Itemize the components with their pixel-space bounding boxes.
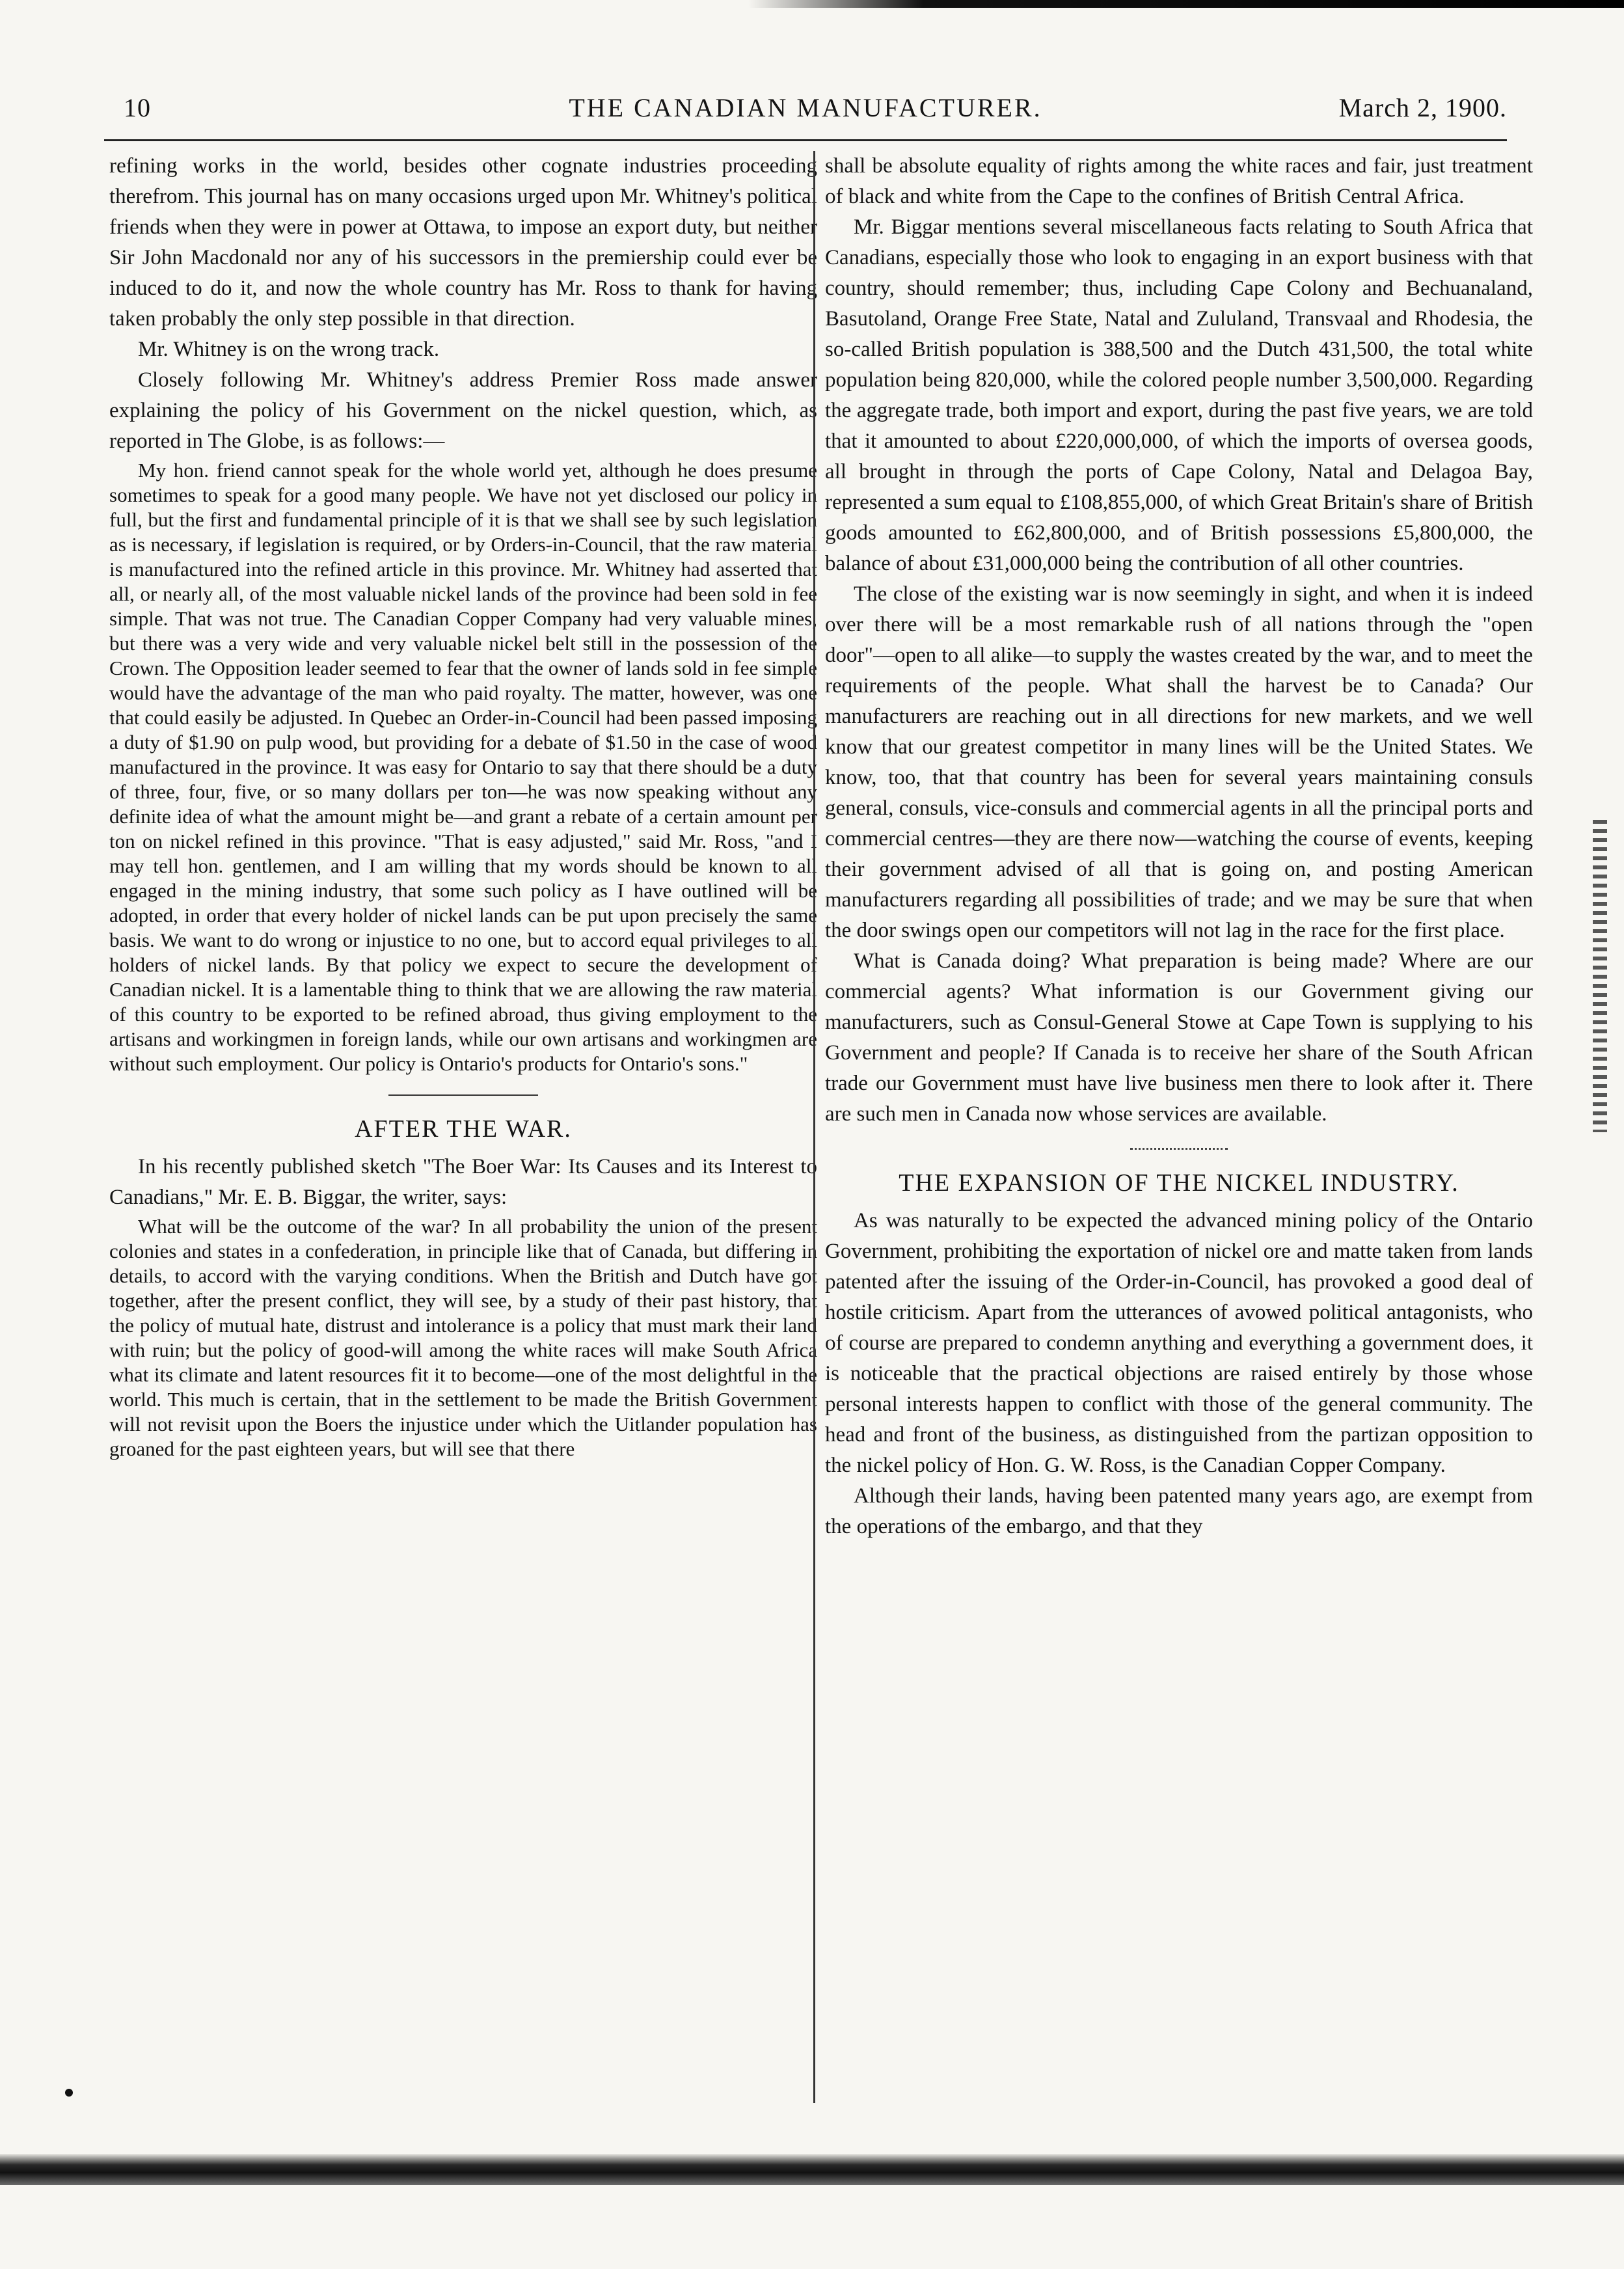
issue-date: March 2, 1900.: [1338, 93, 1507, 122]
scan-border-bottom: [0, 2154, 1624, 2185]
section-heading-nickel-industry: THE EXPANSION OF THE NICKEL INDUSTRY.: [899, 1169, 1459, 1197]
ross-quotation: My hon. friend cannot speak for the whole world yet, although he does presume sometimes to speak for a good many people. We have not yet disclosed our policy in full, but the first and fundamental principle of it is that we shall see by such legislation as is necessary, if legislation is required, or by Orders-in-Council, that the raw material is manufactured into the refined article in this province. Mr. Whitney had asserted that all, or nearly all, of the most valuable nickel lands of the province had been sold in fee simple. That was not true. The Canadian Copper Company had very valuable mines, but there was a very wide and very valuable nickel belt still in the possession of the Crown. The Opposition leader seemed to fear that the owner of lands sold in fee simple would have the advantage of the man who paid royalty. The matter, however, was one that could easily be adjusted. In Quebec an Order-in-Council had been passed imposing a duty of $1.90 on pulp wood, but providing for a debate of $1.50 in the case of wood manufactured in the province. It was easy for Ontario to say that there should be a duty of three, four, five, or so many dollars per ton—he was now speaking without any definite idea of what the amount might be—and grant a rebate of a certain amount per ton on nickel refined in this province. "That is easy adjusted," said Mr. Ross, "and I may tell hon. gentlemen, and I am willing that my words should be known to all engaged in the mining industry, that some such policy as I have outlined will be adopted, in order that every holder of nickel lands can be put upon precisely the same basis. We want to do wrong or injustice to no one, but to accord equal privileges to all holders of nickel lands. By that policy we expect to secure the development of Canadian nickel. It is a lamentable thing to think that we are allowing the raw material of this country to be exported to be refined abroad, thus giving employment to the artisans and workingmen in foreign lands, while our own artisans and workingmen are without such employment. Our policy is Ontario's products for Ontario's sons.": [109, 459, 817, 1075]
right-paragraph-1: shall be absolute equality of rights among the white races and fair, just treatment of black and white from the Cape to the confines of British Central Africa.: [825, 154, 1533, 208]
page-number: 10: [124, 93, 151, 122]
header-rule: [104, 139, 1507, 141]
left-paragraph-4: In his recently published sketch "The Boer War: Its Causes and its Interest to Canadians," Mr. E. B. Biggar, the writer, says:: [109, 1155, 817, 1209]
right-paragraph-3: The close of the existing war is now seemingly in sight, and when it is indeed over there will be a most remarkable rush of all nations through the "open door"—open to all alike—to supply the wastes created by the war, and to meet the requirements of the people. What shall the harvest be to Canada? Our manufacturers are reaching out in all directions for new markets, and we well know that our greatest competitor in many lines will be the United States. We know, too, that that country has been for several years maintaining consuls general, consuls, vice-consuls and commercial agents in all the principal ports and commercial centres—they are there now—watching the course of events, keeping their government advised of all that is going on, and posting American manufacturers regarding all possibilities of trade; and we may be sure that when the door swings open our competitors will not lag in the race for the first place.: [825, 582, 1533, 942]
page-header: [104, 83, 1507, 135]
right-paragraph-6: Although their lands, having been patented many years ago, are exempt from the operations of the embargo, and that they: [825, 1484, 1533, 1538]
right-column: [825, 151, 1533, 2110]
section-heading-after-the-war: AFTER THE WAR.: [355, 1115, 572, 1143]
left-paragraph-1: refining works in the world, besides other cognate industries proceeding therefrom. This journal has on many occasions urged upon Mr. Whitney's political friends when they were in power at Ottawa, to impose an export duty, but neither Sir John Macdonald nor any of his successors in the premiership could ever be induced to do it, and now the whole country has Mr. Ross to thank for having taken probably the only step possible in that direction.: [109, 154, 817, 331]
section-separator: [388, 1094, 538, 1096]
column-divider: [813, 151, 815, 2103]
right-paragraph-2: Mr. Biggar mentions several miscellaneous facts relating to South Africa that Canadians, especially those who look to engaging in an export business with that country, should remember; thus, including Cape Colony and Bechuanaland, Basutoland, Orange Free State, Natal and Zululand, Transvaal and Rhodesia, the so-called British population is 388,500 and the Dutch 431,500, the total white population being 820,000, while the colored people number 3,500,000. Regarding the aggregate trade, both import and export, during the past five years, we are told that it amounted to about £220,000,000, of which the imports of oversea goods, all brought in through the ports of Cape Colony, Natal and Delagoa Bay, represented a sum equal to £108,855,000, of which Great Britain's share of British goods amounted to £62,800,000, and of British possessions £5,800,000, the balance of about £31,000,000 being the contribution of all other countries.: [825, 215, 1533, 575]
right-paragraph-5: As was naturally to be expected the advanced mining policy of the Ontario Government, prohibiting the exportation of nickel ore and matte taken from lands patented after the issuing of the Order-in-Council, has provoked a good deal of hostile criticism. Apart from the utterances of avowed political antagonists, who of course are prepared to condemn anything and everything a government does, it is noticeable that the practical objections are raised entirely by those whose personal interests happen to conflict with those of the general community. The head and front of the business, as distinguished from the partizan opposition to the nickel policy of Hon. G. W. Ross, is the Canadian Copper Company.: [825, 1209, 1533, 1477]
publication-title: THE CANADIAN MANUFACTURER.: [569, 93, 1042, 122]
scan-dot-mark: [65, 2089, 73, 2097]
left-paragraph-3: Closely following Mr. Whitney's address Premier Ross made answer explaining the policy of his Government on the nickel question, which, as reported in The Globe, is as follows:—: [109, 368, 817, 453]
scan-border-top: [748, 0, 1624, 8]
left-paragraph-2: Mr. Whitney is on the wrong track.: [138, 338, 440, 361]
left-column: [109, 151, 817, 2110]
biggar-quotation: What will be the outcome of the war? In all probability the union of the present colonies and states in a confederation, in principle like that of Canada, but differing in details, to accord with the varying conditions. When the British and Dutch have got together, after the present conflict, they will see, by a study of their past history, that the policy of mutual hate, distrust and intolerance is a policy that must mark their land with ruin; but the policy of good-will among the white races will make South Africa what its climate and latent resources fit it to become—one of the most delightful in the world. This much is certain, that in the settlement to be made the British Government will not revisit upon the Boers the injustice under which the Uitlander population has groaned for the past eighteen years, but will see that there: [109, 1215, 817, 1460]
scan-edge-mark: [1593, 820, 1607, 1132]
right-paragraph-4: What is Canada doing? What preparation is being made? Where are our commercial agents? What information is our Government giving our manufacturers, such as Consul-General Stowe at Cape Town is supplying to his Government and people? If Canada is to receive her share of the South African trade our Government must have live business men there to look after it. There are such men in Canada now whose services are available.: [825, 949, 1533, 1126]
section-separator-dotted: [1130, 1148, 1228, 1150]
